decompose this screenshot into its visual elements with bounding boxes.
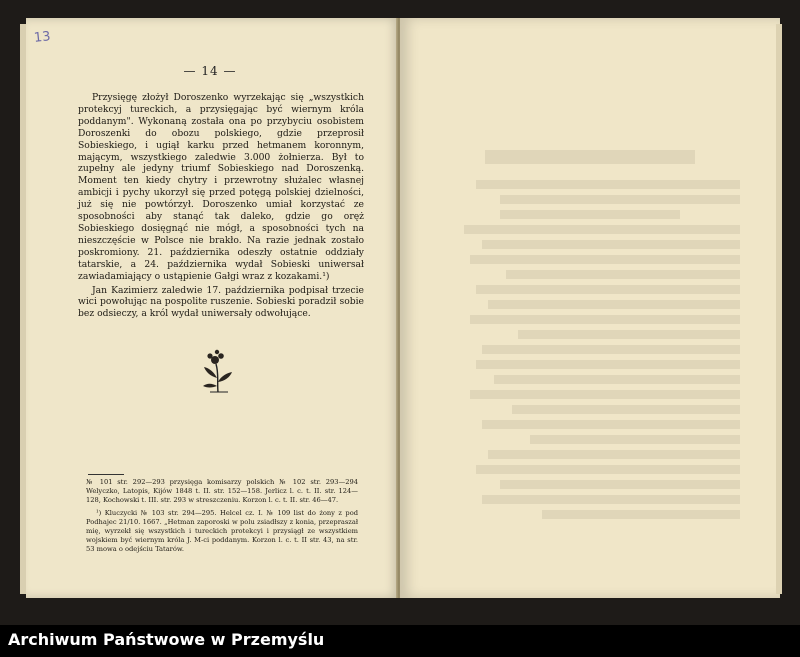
body-text	[78, 92, 364, 320]
body-paragraph: Przysięgę złożył Doroszenko wyrzekając się „wszystkich protekcyj tureckich, a przysięgając być wiernym króla poddanym". Wykonaną została ona po przybyciu osobistem Doroszenki do obozu polskiego, gdzie przeprosił Sobieskiego, i ugiął karku przed hetmanem koronnym, mającym, wszystkiego zaledwie 3.000 żołnierza. Był to zupełny ale jedyny triumf Sobieskiego nad Doroszenką. Moment ten kiedy chytry i przewrotny służalec własnej ambicji i pychy ukorzył się przed potęgą polskiej dzielności, już się nie powtórzył. Doroszenko umiał korzystać ze sposobności aby stanąć tak daleko, gdzie go oręż Sobieskiego dosięgnąć nie mógł, a sposobności tych na nieszczęście w Polsce nie brakło. Na razie jednak zostało poskromiony. 21. października odeszły ostatnie oddziały tatarskie, a 24. października wydał Sobieski uniwersał zawiadamiający o ustąpienie Gałgi wraz z kozakami.¹)	[78, 92, 364, 282]
page-number: — 14 —	[183, 64, 237, 78]
right-page	[400, 18, 780, 598]
footnotes	[86, 478, 358, 558]
archive-pencil-number: 13	[33, 29, 52, 46]
floral-ornament-icon	[200, 348, 236, 394]
body-paragraph: Jan Kazimierz zaledwie 17. października podpisał trzecie wici powołując na pospolite ruszenie. Sobieski poradził sobie bez odsieczy, a król wydał uniwersały odwołujące.	[78, 284, 364, 320]
archive-label: Archiwum Państwowe w Przemyślu	[8, 630, 325, 649]
right-page-edge	[776, 24, 782, 594]
footnote-divider	[88, 474, 124, 475]
footnote: № 101 str. 292—293 przysięga komisarzy polskich № 102 str. 293—294 Welyczko, Latopis, Kijów 1848 t. II. str. 152—158. Jerlicz l. c. t. II. str. 124—128, Kochowski t. III. str. 293 w streszczeniu. Korzon l. c. t. II. str. 46—47.	[86, 478, 358, 505]
footnote: ¹) Kluczycki № 103 str. 294—295. Helcel cz. I. № 109 list do żony z pod Podhajec 21/10. 1667. „Hetman zaporoski w polu zsiadłszy z konia, przepraszał mię, wyrzekł się wszystkich i tureckich protekcyi i przysiągł ze wszystkiem wojskiem być wiernym króla J. M-ci poddanym. Korzon l. c. t. II str. 43, na str. 53 mowa o odejściu Tatarów.	[86, 508, 358, 554]
